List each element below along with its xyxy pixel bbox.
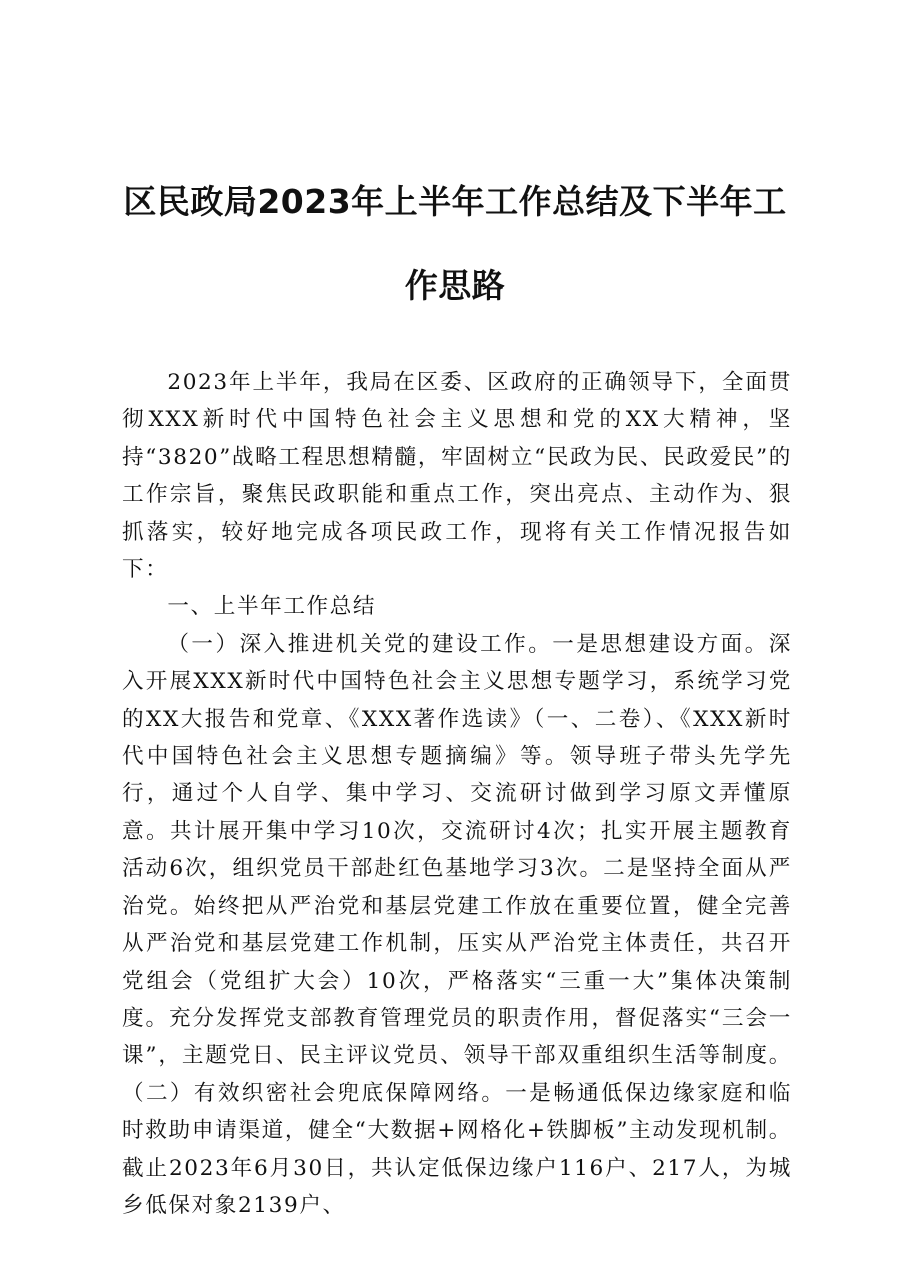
document-title [110, 160, 800, 328]
document-body [122, 364, 792, 1224]
document-title-line-2: 作思路 [404, 266, 506, 305]
section-heading: 一、上半年工作总结 [167, 594, 377, 620]
document-title-line-1: 区民政局2023年上半年工作总结及下半年工 [123, 182, 787, 221]
intro-paragraph: 2023年上半年，我局在区委、区政府的正确领导下，全面贯彻XXX新时代中国特色社会主义思想和党的XX大精神，坚持“3820”战略工程思想精髓，牢固树立“民政为民、民政爱民”的工作宗旨，聚焦民政职能和重点工作，突出亮点、主动作为、狠抓落实，较好地完成各项民政工作，现将有关工作情况报告如下： [122, 370, 792, 583]
body-paragraph: （一）深入推进机关党的建设工作。一是思想建设方面。深入开展XXX新时代中国特色社会主义思想专题学习，系统学习党的XX大报告和党章、《XXX著作选读》（一、二卷）、《XXX新时代中国特色社会主义思想专题摘编》等。领导班子带头先学先行，通过个人自学、集中学习、交流研讨做到学习原文弄懂原意。共计展开集中学习10次，交流研讨4次；扎实开展主题教育活动6次，组织党员干部赴红色基地学习3次。二是坚持全面从严治党。始终把从严治党和基层党建工作放在重要位置，健全完善从严治党和基层党建工作机制，压实从严治党主体责任，共召开党组会（党组扩大会）10次，严格落实“三重一大”集体决策制度。充分发挥党支部教育管理党员的职责作用，督促落实“三会一课”，主题党日、民主评议党员、领导干部双重组织生活等制度。（二）有效织密社会兜底保障网络。一是畅通低保边缘家庭和临时救助申请渠道，健全“大数据+网格化+铁脚板”主动发现机制。截止2023年6月30日，共认定低保边缘户116户、217人，为城乡低保对象2139户、 [122, 631, 792, 1218]
